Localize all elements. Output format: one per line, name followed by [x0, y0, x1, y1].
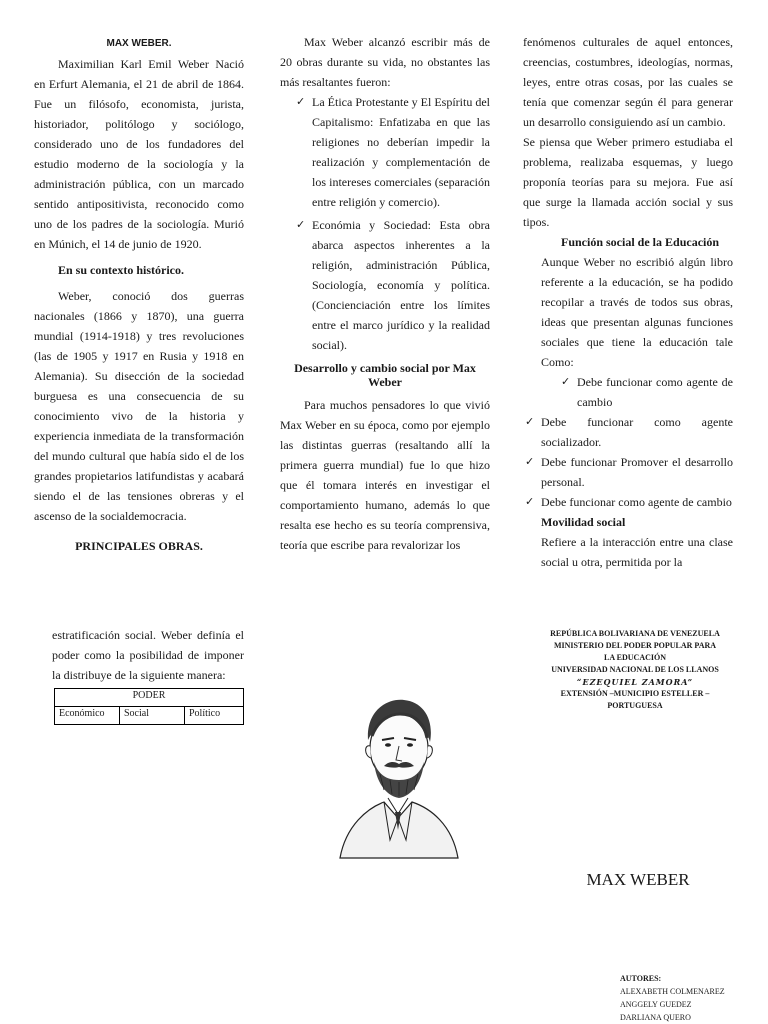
weber-portrait	[328, 690, 468, 860]
list-item: ✓ Debe funcionar como agente de cambio	[523, 492, 733, 512]
list-item: ✓ Debe funcionar como agente socializador.	[523, 412, 733, 452]
check-icon: ✓	[525, 455, 535, 468]
column-education	[523, 32, 733, 572]
biography-paragraph: Maximilian Karl Emil Weber Nació en Erfurt Alemania, el 21 de abril de 1864. Fue un filósofo, economista, jurista, historiador, politólogo y sociólogo, considerado uno de los fundadores del estudio moderno de la sociología y la administración pública, con un marcado sentido antipositivista, reconocido como uno de los padres de la sociología. Murió en Múnich, el 14 de junio de 1920.	[34, 57, 244, 251]
doc-title: MAX WEBER.	[106, 38, 172, 49]
education-list	[523, 412, 733, 512]
column-biography	[34, 34, 244, 556]
list-item: ✓ Debe funcionar como agente de cambio	[559, 372, 733, 412]
heading-main-works: PRINCIPALES OBRAS.	[75, 539, 203, 553]
author-name: DARLIANA QUERO	[620, 1013, 691, 1022]
cover-header	[548, 628, 722, 712]
development-paragraph: Para muchos pensadores lo que vivió Max Weber en su época, como por ejemplo las distintas guerras (resaltando allí la primera guerra mundial) fue lo que hizo que él tomara interés en investigar el comportamiento humano, además lo que resalta ese hecho es su teoría comprensiva, teoría que escribe para revalorizar los	[280, 398, 490, 552]
power-cell-political: Político	[185, 707, 244, 725]
education-paragraph: Aunque Weber no escribió algún libro referente a la educación, se ha podido recopilar a través de todos sus obras, ideas que presentan algunas funciones sociales que tiene la educación tale Como:	[541, 255, 733, 369]
check-icon: ✓	[296, 218, 306, 231]
list-item: ✓ Debe funcionar Promover el desarrollo personal.	[523, 452, 733, 492]
power-table-header: PODER	[55, 689, 244, 707]
check-icon: ✓	[525, 495, 535, 508]
heading-social-mobility: Movilidad social	[541, 515, 626, 529]
social-action-paragraph: Se piensa que Weber primero estudiaba el problema, realizaba esquemas, y luego proponía teorías para su mejora. Fue así que surge la llamada acción social y sus tipos.	[523, 135, 733, 229]
heading-historical-context: En su contexto histórico.	[58, 263, 184, 277]
education-list-indented	[523, 372, 733, 412]
list-item: ✓ Económia y Sociedad: Esta obra abarca aspectos inherentes a la religión, administración Pública, Sociología, economía y política. (Concienciación entre los límites entre el marco jurídico y la realidad social).	[294, 215, 490, 355]
cover-line-extension: EXTENSIÓN –MUNICIPIO ESTELLER – PORTUGUESA	[560, 689, 710, 710]
column-works	[280, 32, 490, 555]
authors-label: AUTORES:	[620, 974, 662, 983]
cover-line-ministry: MINISTERIO DEL PODER POPULAR PARA LA EDUCACIÓN	[553, 641, 717, 662]
cover-line-university: UNIVERSIDAD NACIONAL DE LOS LLANOS	[551, 665, 719, 674]
check-icon: ✓	[525, 415, 535, 428]
culture-paragraph: fenómenos culturales de aquel entonces, creencias, costumbres, ideologías, normas, leyes, entre otras cosas, por las cuales se tenía que comenzar según él para generar un desarrollo consiguiendo así un cambio.	[523, 35, 733, 129]
heading-education-function: Función social de la Educación	[561, 235, 720, 249]
historical-context-paragraph: Weber, conoció dos guerras nacionales (1866 y 1870), una guerra mundial (1914-1918) y tres revoluciones (las de 1905 y 1917 en Rusia y 1918 en Alemania). Su disección de la sociedad burguesa es una consecuencia de su conocimiento vivo de la historia y experiencia inmediata de la transformación del mundo cultural que había sido el de los grandes propietarios latifundistas y acabará siendo el de las tensiones obreras y el ascenso de la socialdemocracia.	[34, 289, 244, 523]
check-icon: ✓	[561, 375, 571, 388]
power-panel	[52, 625, 244, 685]
author-name: ANGGELY GUEDEZ	[620, 1000, 692, 1009]
works-list	[294, 92, 490, 355]
power-paragraph: estratificación social. Weber definía el poder como la posibilidad de imponer la distribuye de la siguiente manera:	[52, 628, 244, 682]
cover-title: MAX WEBER	[586, 870, 690, 889]
cover-line-ezequiel-zamora: “EZEQUIEL ZAMORA”	[576, 677, 694, 687]
power-cell-economic: Económico	[55, 707, 120, 725]
check-icon: ✓	[296, 95, 306, 108]
authors-block	[620, 972, 760, 1024]
author-name: ALEXABETH COLMENAREZ	[620, 987, 725, 996]
power-cell-social: Social	[120, 707, 185, 725]
heading-development: Desarrollo y cambio social por Max Weber	[294, 361, 476, 389]
cover-line-republic: REPÚBLICA BOLIVARIANA DE VENEZUELA	[550, 629, 720, 638]
works-intro: Max Weber alcanzó escribir más de 20 obras durante su vida, no obstantes las más resaltantes fueron:	[280, 35, 490, 89]
power-table	[54, 688, 244, 725]
list-item: ✓ La Ética Protestante y El Espíritu del Capitalismo: Enfatizaba en que las religiones no deberían impedir la realización y complementación de los intereses comerciales (separación entre religión y comercio).	[294, 92, 490, 212]
social-mobility-paragraph: Refiere a la interacción entre una clase social u otra, permitida por la	[541, 535, 733, 569]
